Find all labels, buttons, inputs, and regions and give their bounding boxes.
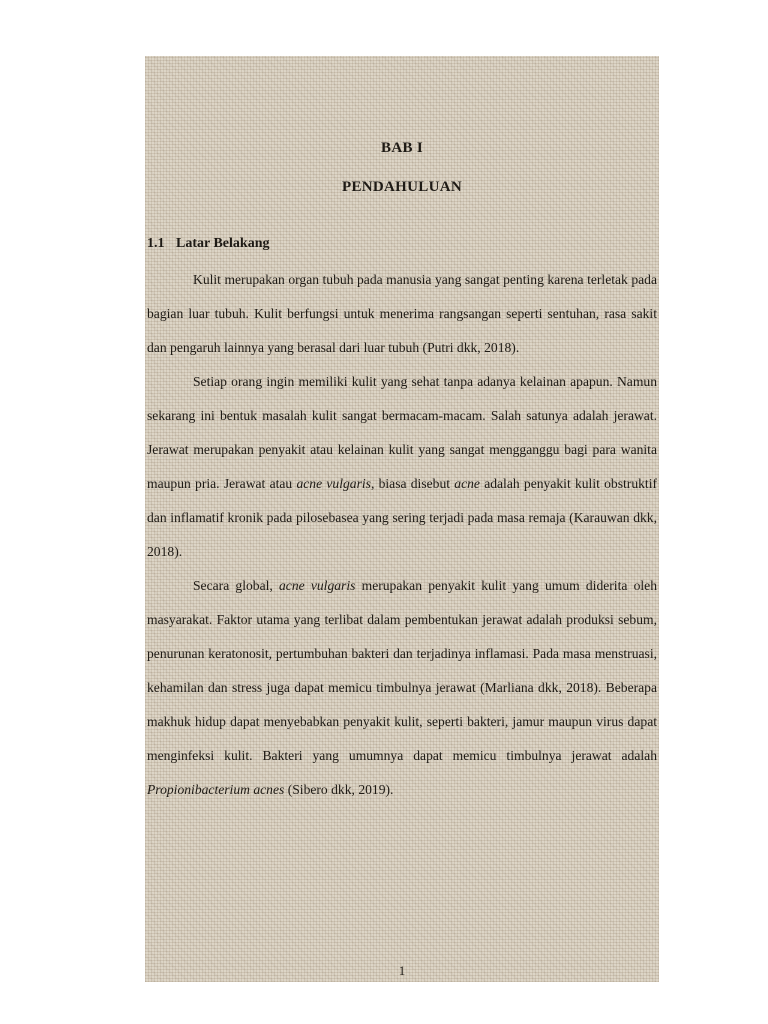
italic-term: Propionibacterium acnes <box>147 782 285 797</box>
section-number: 1.1 <box>147 236 165 251</box>
italic-term: acne vulgaris <box>296 476 371 491</box>
paragraph-text: Setiap orang ingin memiliki kulit yang sehat tanpa adanya kelainan apapun. Namun sekarang ini bentuk masalah kulit sangat bermacam-macam. Salah satunya adalah jerawat. Jerawat merupakan penyakit atau kelainan kulit yang sangat mengganggu bagi para wanita maupun pria. Jerawat atau <box>147 374 657 491</box>
paragraph-text: (Sibero dkk, 2019). <box>284 782 394 797</box>
paragraph-text: Kulit merupakan organ tubuh pada manusia yang sangat penting karena terletak pada bagian luar tubuh. Kulit berfungsi untuk menerima rangsangan seperti sentuhan, rasa sakit dan pengaruh lainnya yang berasal dari luar tubuh (Putri dkk, 2018). <box>147 272 657 355</box>
document-page <box>145 56 659 982</box>
page-number: 1 <box>398 963 406 978</box>
chapter-heading: BAB I <box>381 140 423 156</box>
paragraph <box>147 263 657 365</box>
paragraph <box>147 569 657 807</box>
section-title: Latar Belakang <box>176 236 270 251</box>
chapter-title: PENDAHULUAN <box>342 179 462 195</box>
italic-term: acne <box>454 476 480 491</box>
paragraph <box>147 365 657 569</box>
paragraph-text: merupakan penyakit kulit yang umum diderita oleh masyarakat. Faktor utama yang terlibat dalam pembentukan jerawat adalah produksi sebum, penurunan keratonosit, pertumbuhan bakteri dan terjadinya inflamasi. Pada masa menstruasi, kehamilan dan stress juga dapat memicu timbulnya jerawat (Marliana dkk, 2018). Beberapa makhuk hidup dapat menyebabkan penyakit kulit, seperti bakteri, jamur maupun virus dapat menginfeksi kulit. Bakteri yang umumnya dapat memicu timbulnya jerawat adalah <box>147 578 657 763</box>
italic-term: acne vulgaris <box>279 578 356 593</box>
section-heading <box>147 236 269 252</box>
paragraph-text: adalah penyakit kulit obstruktif dan inflamatif kronik pada pilosebasea yang sering terjadi pada masa remaja (Karauwan dkk, 2018). <box>147 476 657 559</box>
paragraph-text: , biasa disebut <box>370 476 455 491</box>
body-text <box>147 263 657 807</box>
paragraph-text: Secara global, <box>193 578 279 593</box>
